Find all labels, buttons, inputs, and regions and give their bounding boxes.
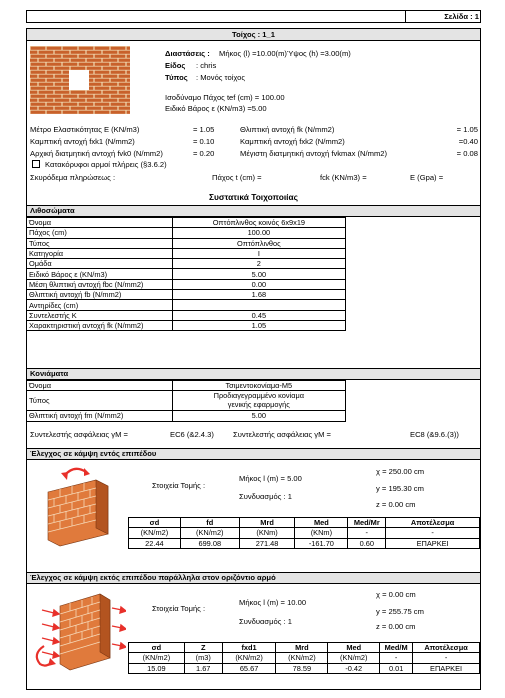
prop-right-value-2: = 0.08 — [456, 149, 478, 158]
table-cell: (KN/m2) — [180, 528, 239, 538]
mortar-type-label: Τύπος — [27, 391, 173, 411]
masonry-label: Κατηγορία — [27, 248, 173, 258]
table-row — [27, 238, 346, 248]
table-header-cell: Mrd — [239, 518, 295, 528]
mortar-type-line2: γενικής εφαρμογής — [227, 399, 290, 409]
infill-fck: fck (KN/m3) = — [320, 173, 367, 182]
out-of-plane-combination: Συνδυασμός : 1 — [239, 617, 292, 626]
out-of-plane-length: Μήκος l (m) = 10.00 — [239, 598, 307, 607]
in-plane-section-label: Στοιχεία Τομής : — [152, 481, 206, 490]
table-cell: 78.59 — [276, 663, 328, 673]
prop-right-value-0: = 1.05 — [456, 125, 478, 134]
out-of-plane-results-table — [128, 642, 480, 674]
table-header-cell: Med/M — [380, 643, 413, 653]
table-header-cell: fxd1 — [222, 643, 276, 653]
table-row — [27, 228, 346, 238]
masonry-units-title: Λιθοσώματα — [30, 206, 75, 215]
table-header-cell: σd — [129, 643, 185, 653]
masonry-value: 1.05 — [172, 320, 345, 330]
table-row — [129, 663, 480, 673]
table-cell: 0.60 — [348, 538, 386, 548]
table-row — [129, 528, 480, 538]
table-row — [27, 391, 346, 411]
dimensions-value: Μήκος (l) =10.00(m)Ύψος (h) =3.00(m) — [219, 49, 351, 58]
masonry-value: 0.45 — [172, 310, 345, 320]
table-header-cell: Med/Mr — [348, 518, 386, 528]
masonry-label: Πάχος (cm) — [27, 228, 173, 238]
page-number: Σελίδα : 1 — [444, 12, 479, 21]
masonry-value: 1.68 — [172, 290, 345, 300]
masonry-value: Οπτόπλινθος — [172, 238, 345, 248]
out-of-plane-x: χ = 0.00 cm — [376, 590, 416, 599]
table-cell: (m3) — [184, 653, 222, 663]
safety-factor-ec8-value: EC8 (&9.6.(3)) — [410, 430, 459, 439]
table-cell: 65.67 — [222, 663, 276, 673]
type-label: Είδος — [165, 61, 186, 70]
table-cell: -0.42 — [328, 663, 380, 673]
components-title: Συστατικά Τοιχοποιίας — [208, 192, 298, 202]
infill-concrete-label: Σκυρόδεμα πληρώσεως : — [30, 173, 116, 182]
safety-factor-ec8-label: Συντελεστής ασφάλειας γM = — [233, 430, 331, 439]
in-plane-results-table — [128, 517, 480, 549]
mortar-type-line1: Προδιαγεγραμμένο κονίαμα — [213, 391, 304, 401]
prop-left-value-0: = 1.05 — [193, 125, 215, 134]
type-value: : chris — [196, 61, 217, 70]
masonry-label: Μέση θλιπτική αντοχή fbc (N/mm2) — [27, 279, 173, 289]
table-row — [27, 320, 346, 330]
safety-factor-ec6-label: Συντελεστής ασφάλειας γM = — [30, 430, 128, 439]
out-of-plane-section-label: Στοιχεία Τομής : — [152, 604, 206, 613]
vertical-joints-checkbox[interactable] — [32, 160, 40, 168]
out-of-plane-z: z = 0.00 cm — [376, 622, 416, 631]
dimensions-label: Διαστάσεις : — [165, 49, 210, 58]
masonry-units-table — [26, 217, 346, 331]
out-of-plane-y: y = 255.75 cm — [376, 607, 424, 616]
mortar-type-value — [172, 391, 345, 411]
table-row — [27, 218, 346, 228]
table-cell: - — [348, 528, 386, 538]
infill-thickness: Πάχος t (cm) = — [212, 173, 262, 182]
table-row — [27, 259, 346, 269]
prop-right-label-0: Θλιπτική αντοχή fk (N/mm2) — [240, 125, 335, 134]
specific-weight: Ειδικό Βάρος ε (KN/m3) =5.00 — [165, 104, 267, 113]
masonry-label: Αντηρίδες (cm) — [27, 300, 173, 310]
table-cell: (KN/m2) — [276, 653, 328, 663]
mortar-fm-value: 5.00 — [172, 411, 345, 421]
table-header-cell: Αποτέλεσμα — [386, 518, 480, 528]
in-plane-x: χ = 250.00 cm — [376, 467, 425, 476]
masonry-label: Θλιπτική αντοχή fb (N/mm2) — [27, 290, 173, 300]
table-header-cell: Z — [184, 643, 222, 653]
prop-left-value-2: = 0.20 — [193, 149, 215, 158]
table-row — [27, 269, 346, 279]
table-cell: - — [386, 528, 480, 538]
wall-title: Τοίχος : 1_1 — [232, 30, 275, 39]
kind-value: : Μονός τοίχος — [196, 73, 246, 82]
masonry-value: 5.00 — [172, 269, 345, 279]
prop-right-label-1: Καμπτική αντοχή fxk2 (N/mm2) — [240, 137, 345, 146]
masonry-label: Συντελεστής K — [27, 310, 173, 320]
masonry-value: Οπτόπλινθος κοινός 6x9x19 — [172, 218, 345, 228]
masonry-units-header — [26, 205, 481, 217]
table-cell: (KNm) — [239, 528, 295, 538]
masonry-label: Ειδικό Βάρος ε (KN/m3) — [27, 269, 173, 279]
in-plane-bending-wall-image — [34, 462, 126, 550]
table-header-cell: σd — [129, 518, 181, 528]
masonry-label: Χαρακτηριστική αντοχή fk (N/mm2) — [27, 320, 173, 330]
masonry-value: I — [172, 248, 345, 258]
brick-wall-with-opening-image — [30, 46, 130, 114]
mortar-fm-label: Θλιπτική αντοχή fm (N/mm2) — [27, 411, 173, 421]
table-row — [129, 643, 480, 653]
table-header-cell: Med — [295, 518, 348, 528]
table-header-cell: Med — [328, 643, 380, 653]
table-cell: (KN/m2) — [129, 528, 181, 538]
out-of-plane-bending-wall-image — [32, 586, 126, 676]
masonry-value — [172, 300, 345, 310]
table-cell: -161.70 — [295, 538, 348, 548]
mortar-name-label: Όνομα — [27, 381, 173, 391]
mortar-title: Κονιάματα — [30, 369, 69, 378]
equivalent-thickness: Ισοδύναμο Πάχος tef (cm) = 100.00 — [165, 93, 285, 102]
table-row — [129, 653, 480, 663]
in-plane-length: Μήκος l (m) = 5.00 — [239, 474, 302, 483]
table-row — [129, 518, 480, 528]
table-row — [27, 300, 346, 310]
masonry-label: Τύπος — [27, 238, 173, 248]
prop-right-label-2: Μέγιστη διατμητική αντοχή fvkmax (N/mm2) — [240, 149, 388, 158]
prop-left-value-1: = 0.10 — [193, 137, 215, 146]
result-status: ΕΠΑΡΚΕΙ — [386, 538, 480, 548]
prop-left-label-0: Μέτρο Ελαστικότητας E (KN/m3) — [30, 125, 140, 134]
table-row — [27, 411, 346, 421]
mortar-name-value: Τσιμεντοκονίαμα-M5 — [172, 381, 345, 391]
safety-factor-ec6-value: EC6 (&2.4.3) — [170, 430, 214, 439]
in-plane-combination: Συνδυασμός : 1 — [239, 492, 292, 501]
table-cell: - — [380, 653, 413, 663]
masonry-value: 0.00 — [172, 279, 345, 289]
table-cell: 0.01 — [380, 663, 413, 673]
table-header-cell: fd — [180, 518, 239, 528]
mortar-table — [26, 380, 346, 422]
table-cell: 22.44 — [129, 538, 181, 548]
masonry-label: Όνομα — [27, 218, 173, 228]
table-row — [27, 290, 346, 300]
result-status: ΕΠΑΡΚΕΙ — [413, 663, 480, 673]
table-cell: (KN/m2) — [129, 653, 185, 663]
table-cell: 15.09 — [129, 663, 185, 673]
mortar-header — [26, 368, 481, 380]
masonry-value: 2 — [172, 259, 345, 269]
prop-right-value-1: =0.40 — [458, 137, 478, 146]
prop-left-label-1: Καμπτική αντοχή fxk1 (N/mm2) — [30, 137, 135, 146]
table-cell: (KN/m2) — [328, 653, 380, 663]
infill-modulus: E (Gpa) = — [410, 173, 444, 182]
vertical-joints-label: Κατακόρυφοι αρμοί πλήρεις (§3.6.2) — [45, 160, 167, 169]
table-header-cell: Αποτέλεσμα — [413, 643, 480, 653]
masonry-label: Ομάδα — [27, 259, 173, 269]
in-plane-bending-title: Έλεγχος σε κάμψη εντός επιπέδου — [30, 449, 157, 458]
prop-left-label-2: Αρχική διατμητική αντοχή fvk0 (N/mm2) — [30, 149, 163, 158]
in-plane-z: z = 0.00 cm — [376, 500, 416, 509]
table-row — [27, 310, 346, 320]
table-row — [129, 538, 480, 548]
table-row — [27, 381, 346, 391]
table-cell: 699.08 — [180, 538, 239, 548]
masonry-value: 100.00 — [172, 228, 345, 238]
table-cell: 271.48 — [239, 538, 295, 548]
out-of-plane-bending-title: Έλεγχος σε κάμψη εκτός επιπέδου παράλληλα στον οριζόντιο αρμό — [30, 573, 276, 582]
table-row — [27, 279, 346, 289]
table-header-cell: Mrd — [276, 643, 328, 653]
table-row — [27, 248, 346, 258]
table-cell: 1.67 — [184, 663, 222, 673]
table-cell: (KN/m2) — [222, 653, 276, 663]
table-cell: (KNm) — [295, 528, 348, 538]
table-cell: - — [413, 653, 480, 663]
in-plane-y: y = 195.30 cm — [376, 484, 424, 493]
kind-label: Τύπος — [165, 73, 188, 82]
